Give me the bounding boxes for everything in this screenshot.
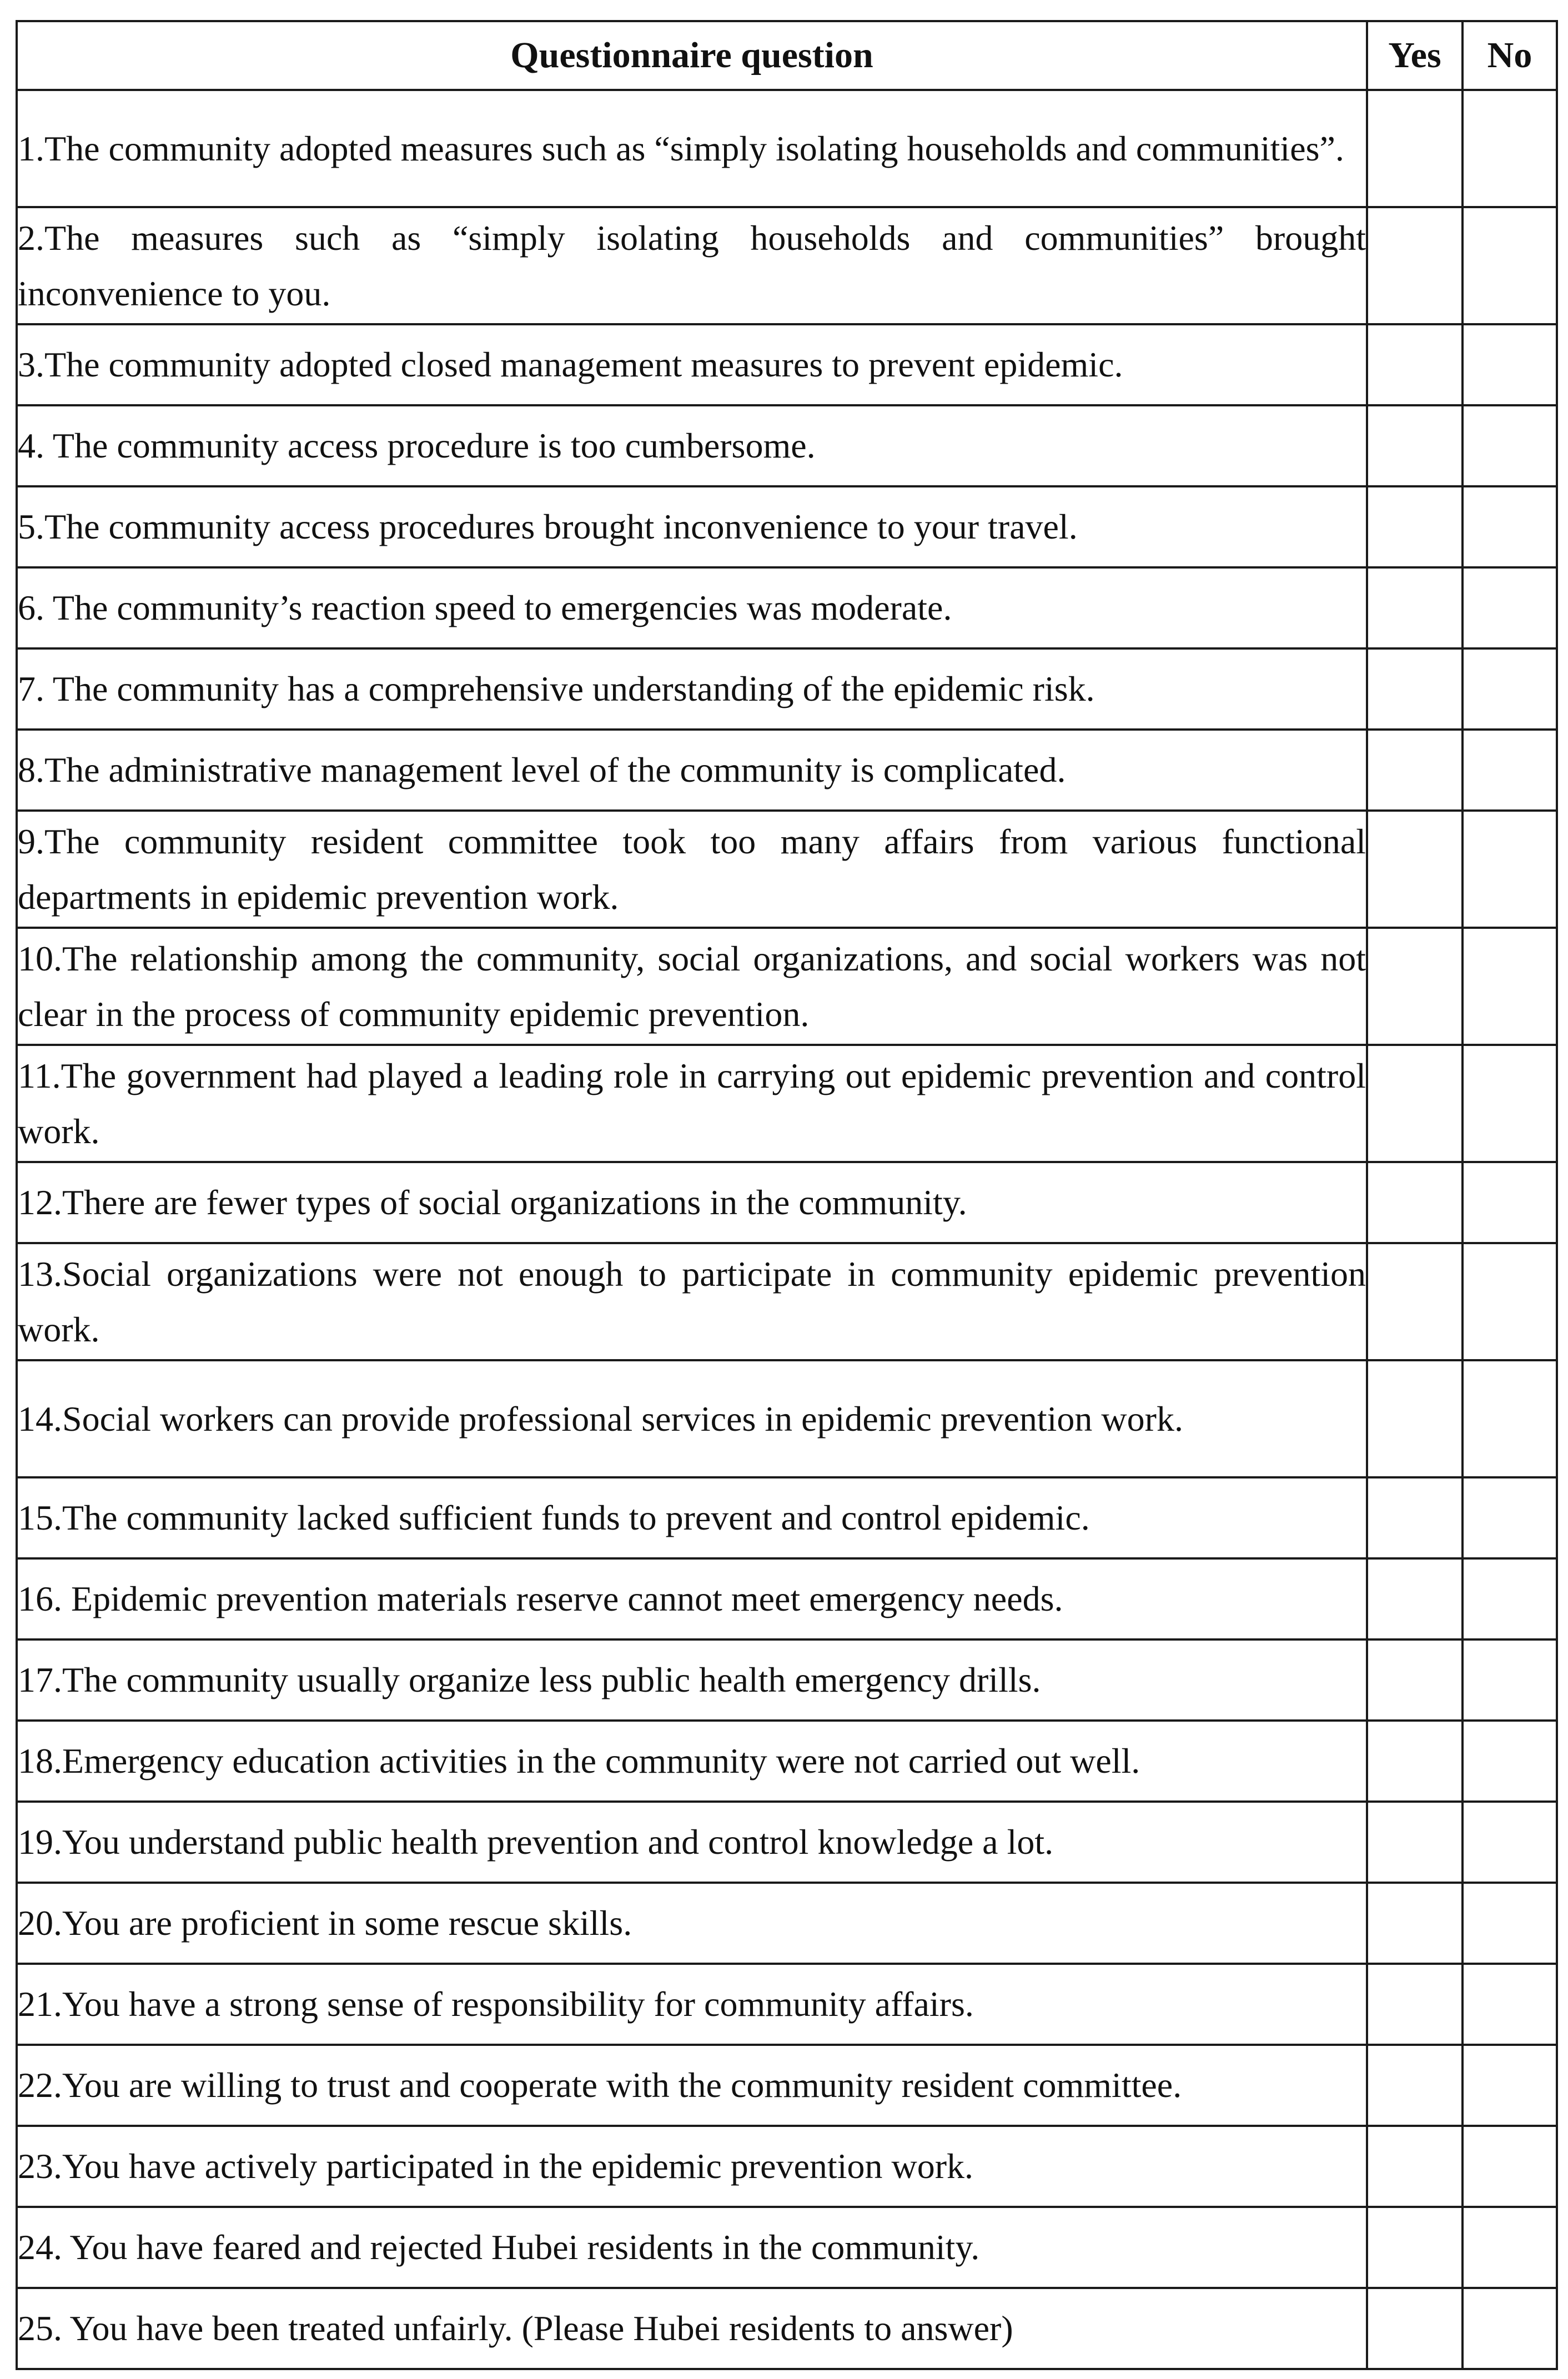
no-answer-cell[interactable]: [1463, 1360, 1557, 1477]
no-answer-cell[interactable]: [1463, 1045, 1557, 1162]
question-text: 22.You are willing to trust and cooperate with the community resident committee.: [17, 2045, 1367, 2126]
question-text: 6. The community’s reaction speed to emergencies was moderate.: [17, 567, 1367, 648]
yes-column-header: Yes: [1367, 21, 1463, 90]
question-text: 8.The administrative management level of the community is complicated.: [17, 730, 1367, 811]
question-text: 17.The community usually organize less public health emergency drills.: [17, 1639, 1367, 1721]
question-text: 20.You are proficient in some rescue skills.: [17, 1883, 1367, 1964]
no-column-header: No: [1463, 21, 1557, 90]
yes-answer-cell[interactable]: [1367, 2207, 1463, 2288]
yes-answer-cell[interactable]: [1367, 1045, 1463, 1162]
no-answer-cell[interactable]: [1463, 1477, 1557, 1558]
question-text: 16. Epidemic prevention materials reserve cannot meet emergency needs.: [17, 1558, 1367, 1639]
yes-answer-cell[interactable]: [1367, 730, 1463, 811]
question-row: [17, 324, 1557, 405]
question-text: 21.You have a strong sense of responsibility for community affairs.: [17, 1964, 1367, 2045]
yes-answer-cell[interactable]: [1367, 928, 1463, 1045]
yes-answer-cell[interactable]: [1367, 90, 1463, 207]
question-column-header: Questionnaire question: [17, 21, 1367, 90]
question-text: 9.The community resident committee took too many affairs from various functional departments in epidemic prevention work.: [17, 811, 1367, 928]
no-answer-cell[interactable]: [1463, 1243, 1557, 1360]
questionnaire-sheet: [16, 20, 1556, 2370]
yes-answer-cell[interactable]: [1367, 1558, 1463, 1639]
no-answer-cell[interactable]: [1463, 324, 1557, 405]
question-row: [17, 2045, 1557, 2126]
question-row: [17, 1243, 1557, 1360]
question-text: 15.The community lacked sufficient funds to prevent and control epidemic.: [17, 1477, 1367, 1558]
yes-answer-cell[interactable]: [1367, 1162, 1463, 1243]
yes-answer-cell[interactable]: [1367, 1360, 1463, 1477]
question-row: [17, 1477, 1557, 1558]
yes-answer-cell[interactable]: [1367, 1964, 1463, 2045]
question-row: [17, 1045, 1557, 1162]
header-row: [17, 21, 1557, 90]
question-text: 18.Emergency education activities in the community were not carried out well.: [17, 1721, 1367, 1802]
no-answer-cell[interactable]: [1463, 1802, 1557, 1883]
no-answer-cell[interactable]: [1463, 2207, 1557, 2288]
no-answer-cell[interactable]: [1463, 2126, 1557, 2207]
question-row: [17, 1802, 1557, 1883]
yes-answer-cell[interactable]: [1367, 2288, 1463, 2369]
question-text: 2.The measures such as “simply isolating households and communities” brought inconvenience to you.: [17, 207, 1367, 324]
question-row: [17, 1721, 1557, 1802]
question-text: 10.The relationship among the community, social organizations, and social workers was not clear in the process of community epidemic prevention.: [17, 928, 1367, 1045]
no-answer-cell[interactable]: [1463, 486, 1557, 567]
no-answer-cell[interactable]: [1463, 811, 1557, 928]
question-text: 14.Social workers can provide professional services in epidemic prevention work.: [17, 1360, 1367, 1477]
yes-answer-cell[interactable]: [1367, 1721, 1463, 1802]
question-row: [17, 1639, 1557, 1721]
yes-answer-cell[interactable]: [1367, 2126, 1463, 2207]
yes-answer-cell[interactable]: [1367, 648, 1463, 730]
no-answer-cell[interactable]: [1463, 1639, 1557, 1721]
question-row: [17, 1964, 1557, 2045]
question-row: [17, 567, 1557, 648]
question-text: 1.The community adopted measures such as “simply isolating households and communities”.: [17, 90, 1367, 207]
no-answer-cell[interactable]: [1463, 2288, 1557, 2369]
no-answer-cell[interactable]: [1463, 405, 1557, 486]
questionnaire-table: [16, 20, 1558, 2370]
no-answer-cell[interactable]: [1463, 1964, 1557, 2045]
question-row: [17, 1360, 1557, 1477]
yes-answer-cell[interactable]: [1367, 1243, 1463, 1360]
yes-answer-cell[interactable]: [1367, 2045, 1463, 2126]
question-row: [17, 1883, 1557, 1964]
question-row: [17, 1558, 1557, 1639]
question-text: 4. The community access procedure is too cumbersome.: [17, 405, 1367, 486]
no-answer-cell[interactable]: [1463, 928, 1557, 1045]
no-answer-cell[interactable]: [1463, 1558, 1557, 1639]
yes-answer-cell[interactable]: [1367, 324, 1463, 405]
question-row: [17, 2288, 1557, 2369]
no-answer-cell[interactable]: [1463, 1721, 1557, 1802]
question-row: [17, 2126, 1557, 2207]
question-row: [17, 1162, 1557, 1243]
question-text: 24. You have feared and rejected Hubei residents in the community.: [17, 2207, 1367, 2288]
no-answer-cell[interactable]: [1463, 1883, 1557, 1964]
question-text: 5.The community access procedures brought inconvenience to your travel.: [17, 486, 1367, 567]
yes-answer-cell[interactable]: [1367, 1802, 1463, 1883]
question-row: [17, 928, 1557, 1045]
question-text: 13.Social organizations were not enough to participate in community epidemic prevention work.: [17, 1243, 1367, 1360]
no-answer-cell[interactable]: [1463, 648, 1557, 730]
question-text: 23.You have actively participated in the epidemic prevention work.: [17, 2126, 1367, 2207]
question-row: [17, 2207, 1557, 2288]
question-text: 11.The government had played a leading role in carrying out epidemic prevention and control work.: [17, 1045, 1367, 1162]
question-row: [17, 648, 1557, 730]
question-text: 19.You understand public health prevention and control knowledge a lot.: [17, 1802, 1367, 1883]
question-row: [17, 207, 1557, 324]
yes-answer-cell[interactable]: [1367, 486, 1463, 567]
yes-answer-cell[interactable]: [1367, 405, 1463, 486]
question-text: 7. The community has a comprehensive understanding of the epidemic risk.: [17, 648, 1367, 730]
yes-answer-cell[interactable]: [1367, 1883, 1463, 1964]
question-text: 12.There are fewer types of social organizations in the community.: [17, 1162, 1367, 1243]
no-answer-cell[interactable]: [1463, 567, 1557, 648]
yes-answer-cell[interactable]: [1367, 811, 1463, 928]
no-answer-cell[interactable]: [1463, 90, 1557, 207]
no-answer-cell[interactable]: [1463, 2045, 1557, 2126]
question-text: 25. You have been treated unfairly. (Please Hubei residents to answer): [17, 2288, 1367, 2369]
yes-answer-cell[interactable]: [1367, 567, 1463, 648]
question-row: [17, 90, 1557, 207]
yes-answer-cell[interactable]: [1367, 1477, 1463, 1558]
no-answer-cell[interactable]: [1463, 207, 1557, 324]
no-answer-cell[interactable]: [1463, 730, 1557, 811]
question-row: [17, 486, 1557, 567]
yes-answer-cell[interactable]: [1367, 207, 1463, 324]
no-answer-cell[interactable]: [1463, 1162, 1557, 1243]
question-row: [17, 405, 1557, 486]
question-text: 3.The community adopted closed management measures to prevent epidemic.: [17, 324, 1367, 405]
yes-answer-cell[interactable]: [1367, 1639, 1463, 1721]
question-row: [17, 811, 1557, 928]
question-row: [17, 730, 1557, 811]
